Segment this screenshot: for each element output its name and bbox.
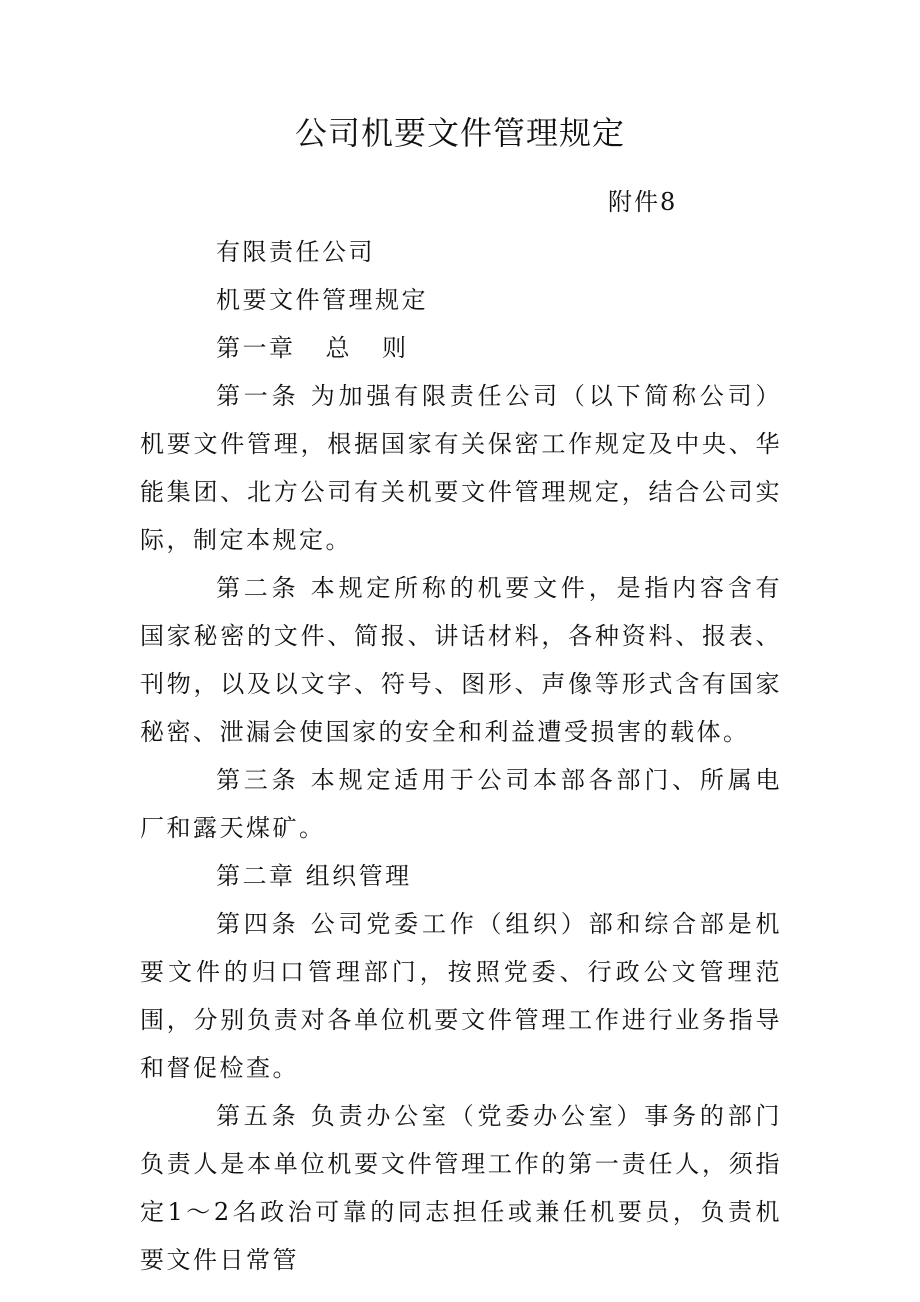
article-2: 第二条 本规定所称的机要文件，是指内容含有国家秘密的文件、简报、讲话材料，各种资料、报表、刊物，以及以文字、符号、图形、声像等形式含有国家秘密、泄漏会使国家的安全和利益遭受损害的载体。 xyxy=(140,574,782,746)
document-body xyxy=(140,228,782,1284)
attachment-label: 附件8 xyxy=(608,188,678,216)
chapter-1-heading xyxy=(140,324,782,372)
chapter-1-title-part1: 总 xyxy=(325,334,352,362)
document-subtitle: 机要文件管理规定 xyxy=(216,286,428,314)
chapter-2-heading: 第二章 组织管理 xyxy=(216,862,412,890)
chapter-1-number: 第一章 xyxy=(216,334,296,362)
company-line: 有限责任公司 xyxy=(216,238,375,266)
article-3: 第三条 本规定适用于公司本部各部门、所属电厂和露天煤矿。 xyxy=(140,766,782,842)
article-5: 第五条 负责办公室（党委办公室）事务的部门负责人是本单位机要文件管理工作的第一责任人，须指定1～2名政治可靠的同志担任或兼任机要员，负责机要文件日常管 xyxy=(140,1102,782,1274)
article-4: 第四条 公司党委工作（组织）部和综合部是机要文件的归口管理部门，按照党委、行政公文管理范围，分别负责对各单位机要文件管理工作进行业务指导和督促检查。 xyxy=(140,910,782,1082)
document-title: 公司机要文件管理规定 xyxy=(294,114,625,152)
article-1: 第一条 为加强有限责任公司（以下简称公司）机要文件管理，根据国家有关保密工作规定及中央、华能集团、北方公司有关机要文件管理规定，结合公司实际，制定本规定。 xyxy=(140,382,782,554)
chapter-1-title-part2: 则 xyxy=(382,334,409,362)
